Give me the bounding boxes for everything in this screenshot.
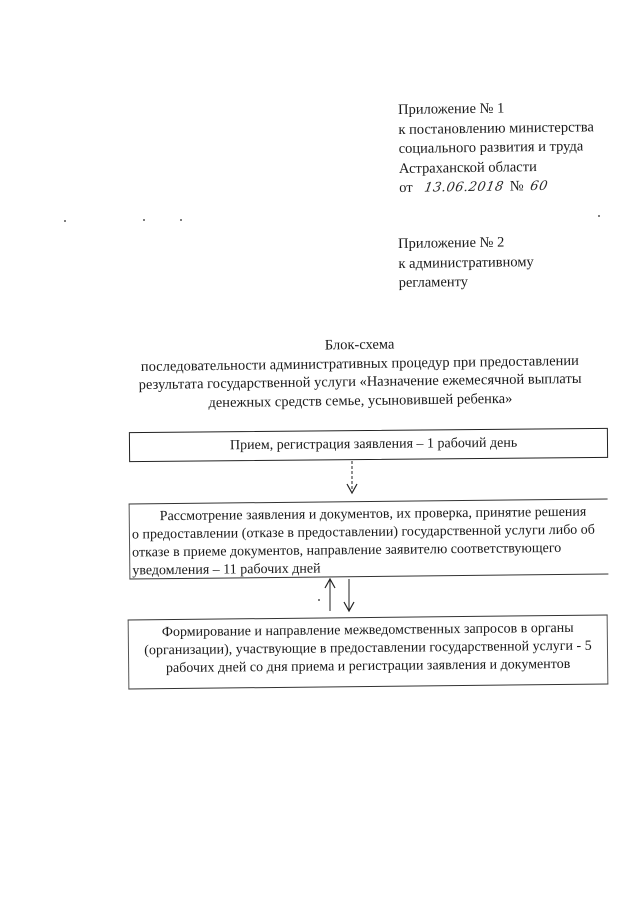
scan-speck: [598, 215, 600, 217]
scan-speck: [318, 599, 320, 601]
flow-step-reception-text: Прием, регистрация заявления – 1 рабочий день: [229, 435, 518, 454]
appendix-1-title: Приложение № 1: [398, 100, 505, 118]
title-line-3: денежных средств семье, усыновившей ребенка»: [208, 390, 513, 411]
scan-speck: [143, 219, 145, 221]
title-line-1: последовательности административных процедур при предоставлении: [140, 352, 579, 375]
title-heading: Блок-схема: [324, 336, 395, 354]
review-line-2: о предоставлении (отказе в предоставлении) государственной услуги либо об: [131, 522, 595, 543]
interagency-line-1: Формирование и направление межведомственных запросов в органы: [161, 620, 574, 641]
date-prefix: от: [399, 179, 413, 196]
handwritten-number: 60: [529, 178, 550, 195]
review-line-3: отказе в приеме документов, направление заявителю соответствующего: [132, 540, 562, 561]
appendix-2-line-3: регламенту: [398, 274, 469, 291]
appendix-2-title: Приложение № 2: [398, 234, 505, 252]
appendix-1-line-4: Астраханской области: [398, 158, 537, 177]
scan-speck: [180, 219, 182, 221]
interagency-line-2: (организации), участвующие в предоставлении государственной услуги - 5: [144, 638, 592, 659]
appendix-2-line-2: к административному: [398, 253, 534, 272]
appendix-1-line-3: социального развития и труда: [398, 138, 584, 157]
review-line-1: Рассмотрение заявления и документов, их проверка, принятие решения: [159, 504, 587, 525]
handwritten-date: 13.06.2018: [423, 179, 505, 196]
review-line-4: уведомления – 11 рабочих дней: [132, 561, 321, 579]
scan-speck: [64, 220, 66, 222]
number-label: №: [509, 178, 524, 195]
appendix-1-line-2: к постановлению министерства: [398, 118, 595, 138]
interagency-line-3: рабочих дней со дня приема и регистрации заявления и документов: [165, 656, 571, 677]
title-line-2: результата государственной услуги «Назначение ежемесячной выплаты: [138, 370, 582, 394]
